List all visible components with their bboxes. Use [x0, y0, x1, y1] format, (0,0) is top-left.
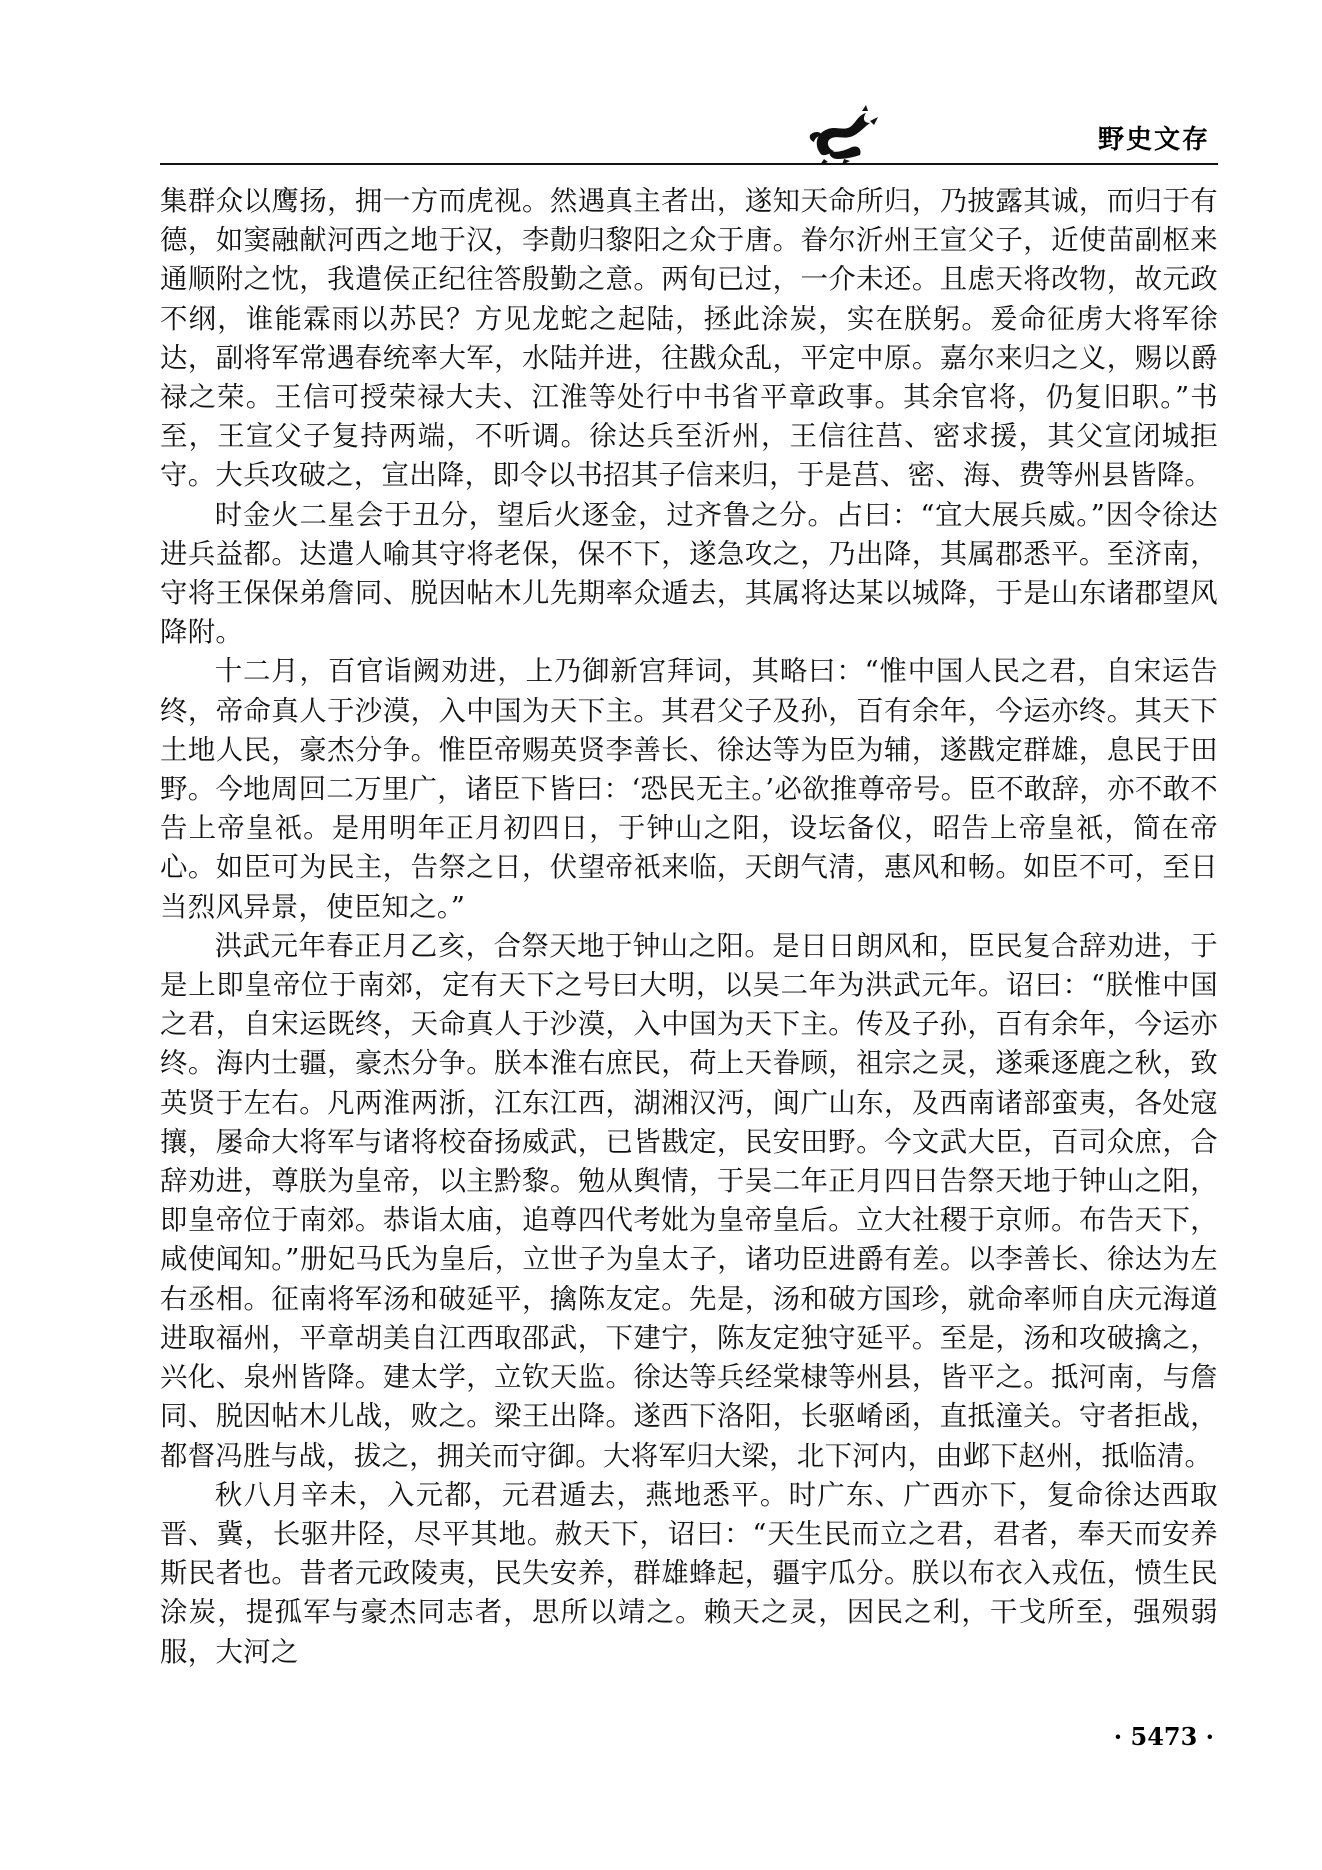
paragraph: 十二月，百官诣阙劝进，上乃御新宫拜词，其略曰：“惟中国人民之君，自宋运告终，帝命真人于沙漠，入中国为天下主。其君父子及孙，百有余年，今运亦终。其天下土地人民，豪杰分争。惟臣帝赐英贤李善长、徐达等为臣为辅，遂戡定群雄，息民于田野。今地周回二万里广，诸臣下皆曰：‘恐民无主。’必欲推尊帝号。臣不敢辞，亦不敢不告上帝皇祇。是用明年正月初四日，于钟山之阳，设坛备仪，昭告上帝皇祇，简在帝心。如臣可为民主，告祭之日，伏望帝祇来临，天朗气清，惠风和畅。如臣不可，至日当烈风异景，使臣知之。”: [160, 656, 1218, 923]
body-text: [160, 182, 1218, 1672]
page-header: [160, 105, 1218, 165]
paragraph: 洪武元年春正月乙亥，合祭天地于钟山之阳。是日日朗风和，臣民复合辞劝进，于是上即皇帝位于南郊，定有天下之号曰大明，以吴二年为洪武元年。诏曰：“朕惟中国之君，自宋运既终，天命真人于沙漠，入中国为天下主。传及子孙，百有余年，今运亦终。海内士疆，豪杰分争。朕本淮右庶民，荷上天眷顾，祖宗之灵，遂乘逐鹿之秋，致英贤于左右。凡两淮两浙，江东江西，湖湘汉沔，闽广山东，及西南诸部蛮夷，各处寇攘，屡命大将军与诸将校奋扬威武，已皆戡定，民安田野。今文武大臣，百司众庶，合辞劝进，尊朕为皇帝，以主黔黎。勉从舆情，于吴二年正月四日告祭天地于钟山之阳，即皇帝位于南郊。恭诣太庙，追尊四代考妣为皇帝皇后。立大社稷于京师。布告天下，咸使闻知。”册妃马氏为皇后，立世子为皇太子，诸功臣进爵有差。以李善长、徐达为左右丞相。征南将军汤和破延平，擒陈友定。先是，汤和破方国珍，就命率师自庆元海道进取福州，平章胡美自江西取邵武，下建宁，陈友定独守延平。至是，汤和攻破擒之，兴化、泉州皆降。建太学，立钦天监。徐达等兵经棠棣等州县，皆平之。抵河南，与詹同、脱因帖木儿战，败之。梁王出降。遂西下洛阳，长驱崤函，直抵潼关。守者拒战，都督冯胜与战，拔之，拥关而守御。大将军归大梁，北下河内，由邺下赵州，抵临清。: [160, 930, 1218, 1472]
paragraph: 时金火二星会于丑分，望后火逐金，过齐鲁之分。占曰：“宜大展兵威。”因令徐达进兵益都。达遣人喻其守将老保，保不下，遂急攻之，乃出降，其属郡悉平。至济南，守将王保保弟詹同、脱因帖木儿先期率众遁去，其属将达某以城降，于是山东诸郡望风降附。: [160, 499, 1218, 649]
running-title: 野史文存: [1097, 125, 1210, 155]
page-number: · 5473 ·: [1113, 1722, 1214, 1751]
header-divider: [160, 163, 1218, 165]
paragraph: 集群众以鹰扬，拥一方而虎视。然遇真主者出，遂知天命所归，乃披露其诚，而归于有德，如窦融献河西之地于汉，李勣归黎阳之众于唐。眷尔沂州王宣父子，近使苗副枢来通顺附之忱，我遣侯正纪往答殷勤之意。两旬已过，一介未还。且虑天将改物，故元政不纲，谁能霖雨以苏民？方见龙蛇之起陆，拯此涂炭，实在朕躬。爰命征虏大将军徐达，副将军常遇春统率大军，水陆并进，往戡众乱，平定中原。嘉尔来归之义，赐以爵禄之荣。王信可授荣禄大夫、江淮等处行中书省平章政事。其余官将，仍复旧职。”书至，王宣父子复持两端，不听调。徐达兵至沂州，王信往莒、密求援，其父宣闭城拒守。大兵攻破之，宣出降，即令以书招其子信来归，于是莒、密、海、费等州县皆降。: [160, 186, 1218, 492]
dragon-icon: [800, 105, 885, 165]
paragraph: 秋八月辛未，入元都，元君遁去，燕地悉平。时广东、广西亦下，复命徐达西取晋、冀，长驱井陉，尽平其地。赦天下，诏曰：“天生民而立之君，君者，奉天而安养斯民者也。昔者元政陵夷，民失安养，群雄蜂起，疆宇瓜分。朕以布衣入戎伍，愤生民涂炭，提孤军与豪杰同志者，思所以靖之。赖天之灵，因民之利，干戈所至，强殒弱服，大河之: [160, 1479, 1218, 1668]
